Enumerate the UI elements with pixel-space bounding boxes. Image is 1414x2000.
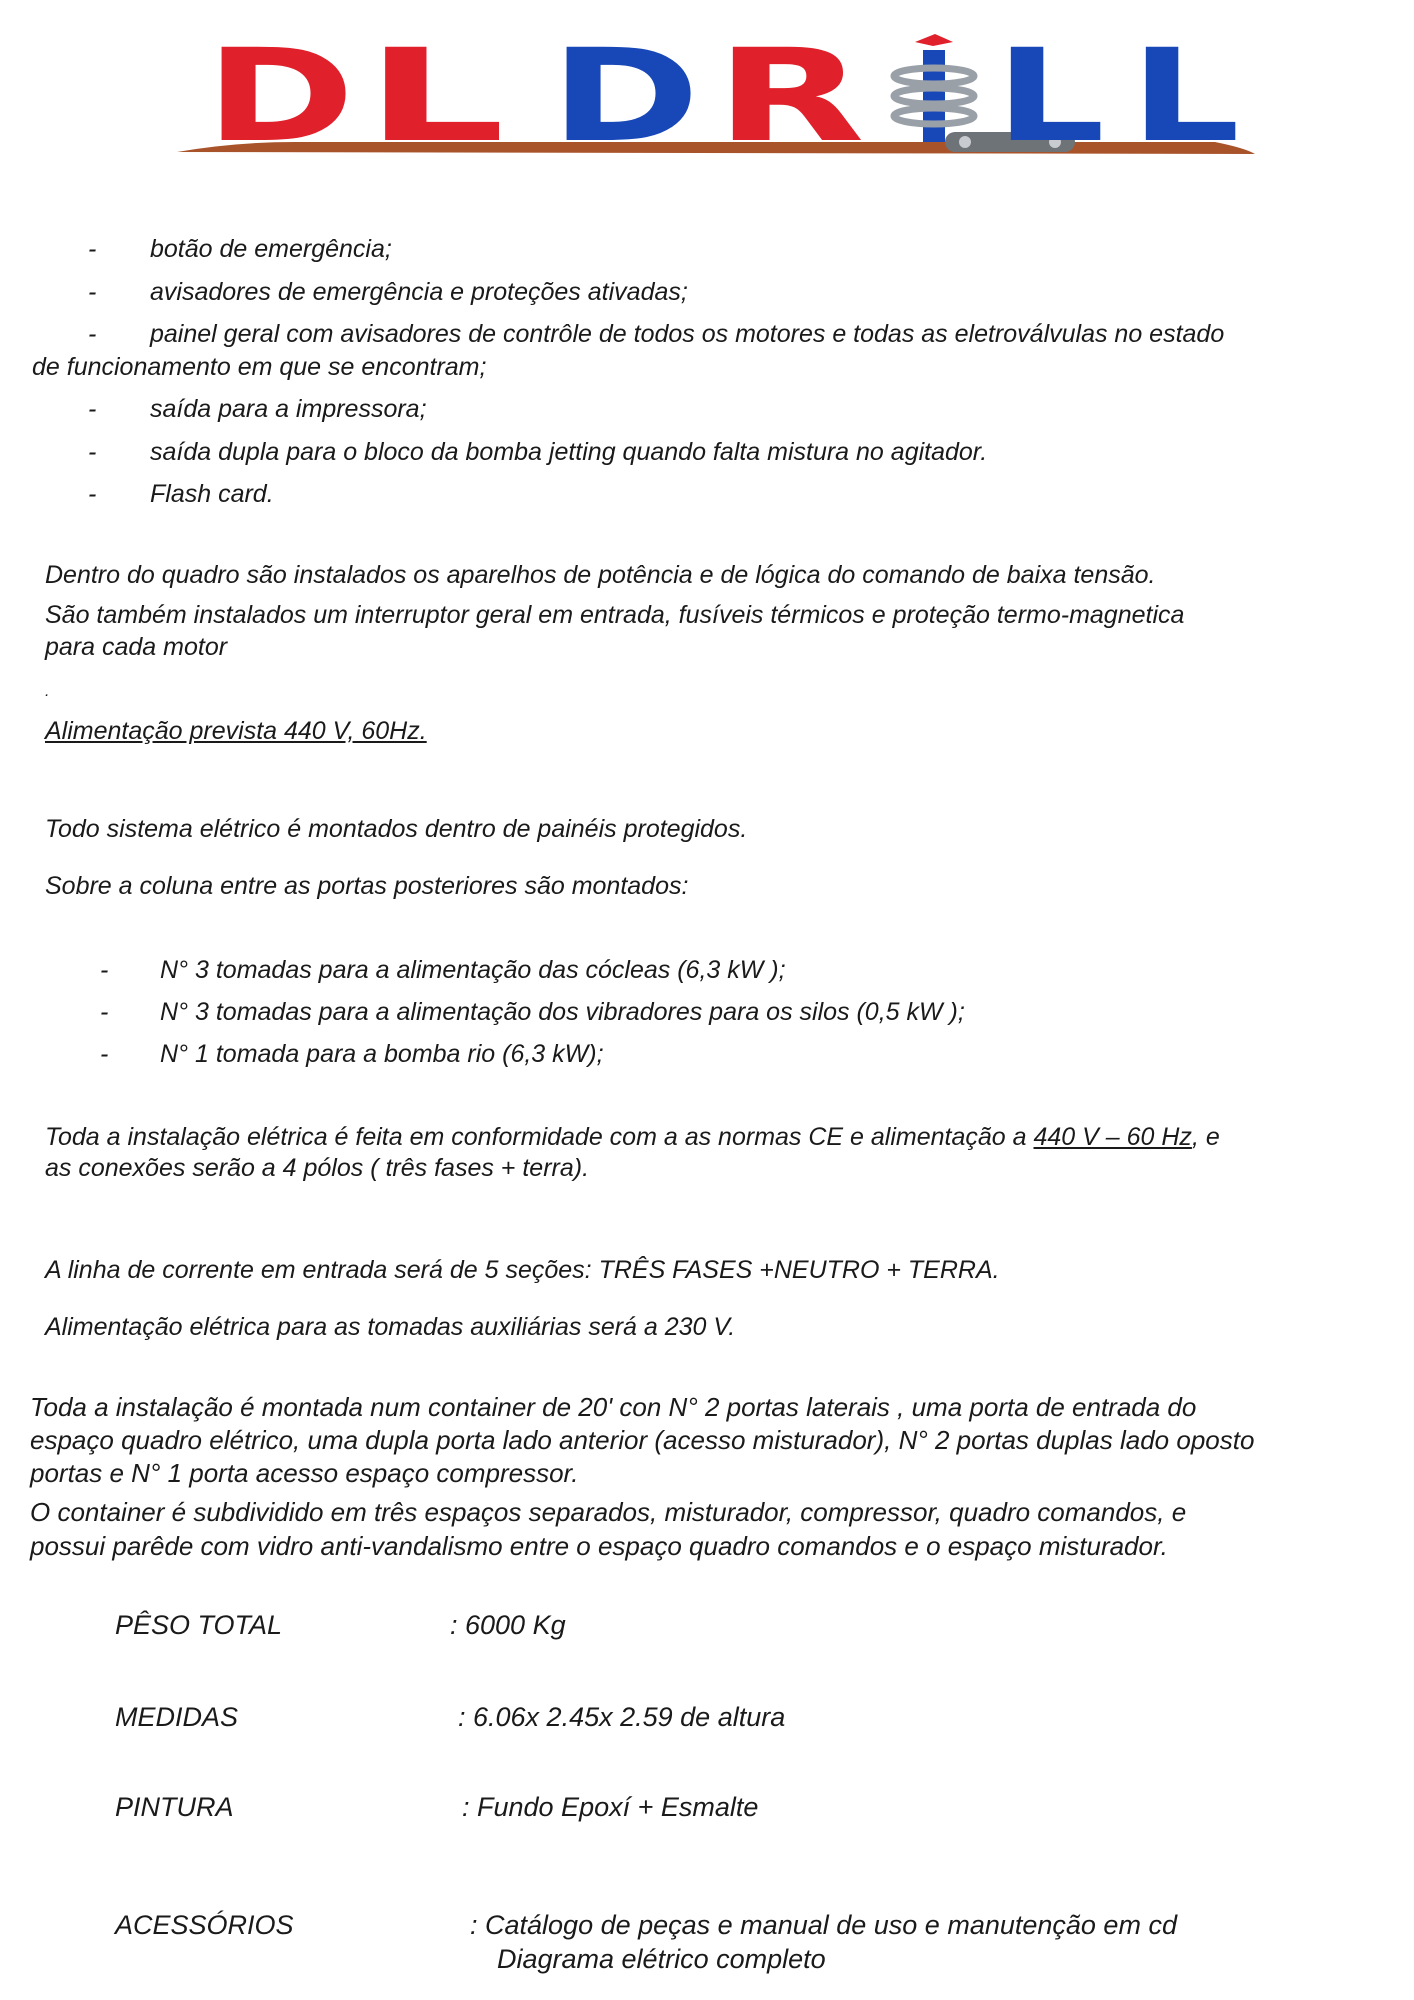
logo-letter-d2: D: [550, 30, 700, 160]
alimentacao-prevista: Alimentação prevista 440 V, 60Hz.: [45, 717, 427, 745]
spec-label: PÊSO TOTAL: [115, 1610, 283, 1640]
list-item-continuation: de funcionamento em que se encontram;: [32, 353, 487, 381]
paragraph-container-line: Toda a instalação é montada num container de 20' con N° 2 portas laterais , uma porta de entrada do: [30, 1392, 1197, 1422]
logo-letter-l2: L: [995, 30, 1105, 160]
spec-label: MEDIDAS: [115, 1702, 239, 1732]
paragraph-quadro-line: para cada motor: [45, 633, 228, 661]
paragraph-container-line: possui parêde com vidro anti-vandalismo entre o espaço quadro comandos e o espaço misturador.: [30, 1531, 1168, 1561]
paragraph-instalacao-line2: as conexões serão a 4 pólos ( três fases + terra).: [45, 1154, 590, 1182]
paragraph-sistema: Todo sistema elétrico é montados dentro de painéis protegidos.: [45, 815, 748, 843]
spec-value: : 6.06x 2.45x 2.59 de altura: [458, 1702, 786, 1732]
logo-letter-l3: L: [1130, 30, 1240, 160]
stray-dot: .: [45, 683, 50, 700]
logo-letter-l1: L: [365, 30, 505, 160]
spec-value: : Catálogo de peças e manual de uso e manutenção em cd: [470, 1910, 1177, 1940]
spec-value: : Fundo Epoxí + Esmalte: [462, 1792, 759, 1822]
paragraph-linha: A linha de corrente em entrada será de 5 seções: TRÊS FASES +NEUTRO + TERRA.: [45, 1256, 1000, 1284]
logo-letter-d1: D: [205, 30, 355, 160]
logo-letter-r: R: [715, 30, 865, 160]
voltage-spec: 440 V – 60 Hz: [1033, 1123, 1192, 1151]
spec-label: PINTURA: [115, 1792, 234, 1822]
paragraph-quadro-line: Dentro do quadro são instalados os aparelhos de potência e de lógica do comando de baixa tensão.: [45, 561, 1156, 589]
paragraph-container-line: portas e N° 1 porta acesso espaço compressor.: [30, 1458, 579, 1488]
dldrill-logo: [175, 30, 1255, 160]
paragraph-coluna: Sobre a coluna entre as portas posteriores são montados:: [45, 872, 689, 900]
paragraph-container-line: O container é subdividido em três espaços separados, misturador, compressor, quadro comandos, e: [30, 1497, 1187, 1527]
spec-value: : 6000 Kg: [450, 1610, 566, 1640]
paragraph-container-line: espaço quadro elétrico, uma dupla porta lado anterior (acesso misturador), N° 2 portas duplas lado oposto: [30, 1425, 1255, 1455]
spec-value-continuation: Diagrama elétrico completo: [497, 1944, 826, 1974]
paragraph-quadro-line: São também instalados um interruptor geral em entrada, fusíveis térmicos e proteção termo-magnetica: [45, 601, 1185, 629]
paragraph-instalacao-line1: Toda a instalação elétrica é feita em conformidade com a as normas CE e alimentação a 440 V – 60 Hz, e: [45, 1123, 1220, 1151]
spec-label: ACESSÓRIOS: [115, 1910, 294, 1940]
paragraph-auxiliarias: Alimentação elétrica para as tomadas auxiliárias será a 230 V.: [45, 1313, 736, 1341]
